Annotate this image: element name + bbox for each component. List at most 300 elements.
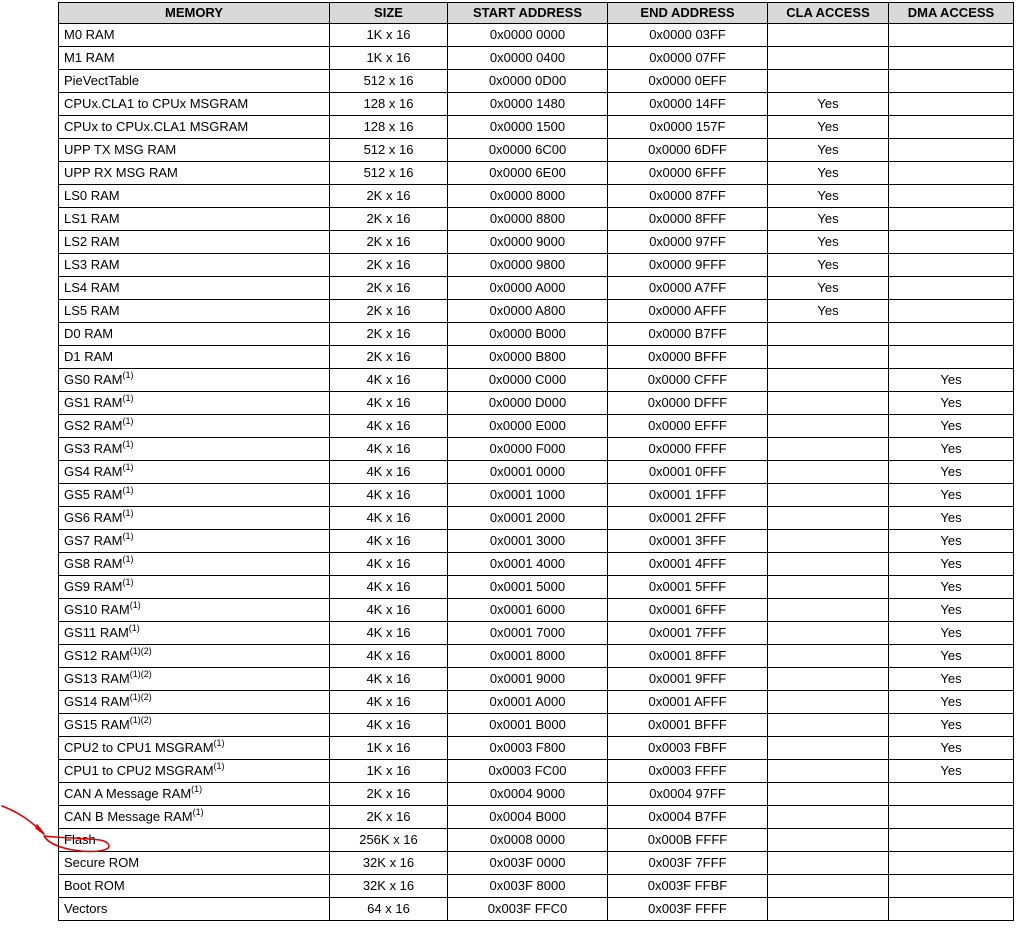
end-address-cell-text: 0x0000 BFFF xyxy=(648,349,727,364)
end-address-cell xyxy=(608,369,768,392)
end-address-cell-text: 0x0000 0EFF xyxy=(648,73,727,88)
table-row xyxy=(59,139,1014,162)
start-address-cell-text: 0x0000 A000 xyxy=(489,280,566,295)
cla-access-cell xyxy=(768,254,889,277)
start-address-cell xyxy=(448,898,608,921)
start-address-cell-text: 0x0004 B000 xyxy=(489,809,566,824)
dma-access-cell xyxy=(889,392,1014,415)
start-address-cell xyxy=(448,760,608,783)
start-address-cell-text: 0x0000 C000 xyxy=(488,372,567,387)
size-cell-text: 2K x 16 xyxy=(366,257,411,272)
end-address-cell-text: 0x0000 6FFF xyxy=(648,165,727,180)
dma-access-cell-text: Yes xyxy=(940,740,962,755)
size-cell-text: 2K x 16 xyxy=(366,349,411,364)
start-address-cell-text: 0x0000 F000 xyxy=(489,441,566,456)
cla-access-cell xyxy=(768,507,889,530)
cla-access-cell xyxy=(768,760,889,783)
start-address-cell-text: 0x0001 1000 xyxy=(489,487,566,502)
size-cell xyxy=(330,162,448,185)
size-cell xyxy=(330,116,448,139)
memory-cell xyxy=(59,392,330,415)
size-cell xyxy=(330,576,448,599)
memory-cell-text: Boot ROM xyxy=(64,878,125,893)
size-cell xyxy=(330,691,448,714)
cla-access-cell xyxy=(768,392,889,415)
memory-cell-text: GS8 RAM xyxy=(64,556,123,571)
start-address-cell xyxy=(448,346,608,369)
start-address-cell xyxy=(448,93,608,116)
size-cell xyxy=(330,599,448,622)
footnote-marker: (1) xyxy=(122,415,134,426)
dma-access-cell-text: Yes xyxy=(940,625,962,640)
start-address-cell-text: 0x0001 7000 xyxy=(489,625,566,640)
start-address-cell xyxy=(448,415,608,438)
size-cell-text: 4K x 16 xyxy=(366,441,411,456)
memory-cell xyxy=(59,875,330,898)
dma-access-cell xyxy=(889,622,1014,645)
memory-cell xyxy=(59,369,330,392)
end-address-cell xyxy=(608,254,768,277)
memory-cell xyxy=(59,24,330,47)
table-row xyxy=(59,415,1014,438)
dma-access-cell-text: Yes xyxy=(940,464,962,479)
start-address-cell-text: 0x0001 A000 xyxy=(489,694,566,709)
start-address-cell xyxy=(448,507,608,530)
size-cell xyxy=(330,70,448,93)
start-address-cell xyxy=(448,875,608,898)
memory-cell xyxy=(59,116,330,139)
start-address-cell xyxy=(448,852,608,875)
dma-access-cell xyxy=(889,691,1014,714)
table-row xyxy=(59,691,1014,714)
start-address-cell xyxy=(448,254,608,277)
cla-access-cell xyxy=(768,415,889,438)
size-cell-text: 256K x 16 xyxy=(359,832,418,847)
size-cell xyxy=(330,277,448,300)
end-address-cell xyxy=(608,576,768,599)
memory-cell-text: M1 RAM xyxy=(64,50,115,65)
end-address-cell xyxy=(608,277,768,300)
cla-access-cell xyxy=(768,484,889,507)
start-address-cell xyxy=(448,139,608,162)
start-address-cell-text: 0x0001 9000 xyxy=(489,671,566,686)
start-address-cell xyxy=(448,208,608,231)
size-cell-text: 2K x 16 xyxy=(366,234,411,249)
end-address-cell xyxy=(608,139,768,162)
end-address-cell-text: 0x0000 97FF xyxy=(649,234,726,249)
cla-access-cell xyxy=(768,898,889,921)
size-cell xyxy=(330,553,448,576)
end-address-cell-text: 0x0000 9FFF xyxy=(648,257,727,272)
start-address-cell xyxy=(448,783,608,806)
size-cell-text: 4K x 16 xyxy=(366,717,411,732)
memory-cell-text: LS1 RAM xyxy=(64,211,120,226)
footnote-marker: (1) xyxy=(122,530,134,541)
cla-access-cell xyxy=(768,116,889,139)
end-address-cell xyxy=(608,323,768,346)
size-cell xyxy=(330,829,448,852)
footnote-marker: (1)(2) xyxy=(129,714,152,725)
start-address-cell-text: 0x0000 D000 xyxy=(488,395,567,410)
table-row xyxy=(59,70,1014,93)
cla-access-cell-text: Yes xyxy=(817,280,839,295)
table-row xyxy=(59,875,1014,898)
memory-cell-text: GS9 RAM xyxy=(64,579,123,594)
size-cell-text: 4K x 16 xyxy=(366,625,411,640)
dma-access-cell xyxy=(889,116,1014,139)
table-row xyxy=(59,438,1014,461)
footnote-marker: (1) xyxy=(191,783,203,794)
cla-access-cell xyxy=(768,461,889,484)
memory-cell xyxy=(59,507,330,530)
dma-access-cell xyxy=(889,714,1014,737)
memory-cell-text: LS0 RAM xyxy=(64,188,120,203)
size-cell xyxy=(330,668,448,691)
size-cell xyxy=(330,139,448,162)
end-address-cell xyxy=(608,415,768,438)
end-address-cell-text: 0x0000 157F xyxy=(649,119,726,134)
end-address-cell xyxy=(608,70,768,93)
size-cell xyxy=(330,461,448,484)
footnote-marker: (1) xyxy=(122,461,134,472)
end-address-cell-text: 0x0001 3FFF xyxy=(648,533,727,548)
start-address-cell-text: 0x003F 8000 xyxy=(489,878,566,893)
table-row xyxy=(59,783,1014,806)
table-row xyxy=(59,530,1014,553)
dma-access-cell xyxy=(889,139,1014,162)
footnote-marker: (1) xyxy=(122,369,134,380)
start-address-cell-text: 0x0000 8000 xyxy=(489,188,566,203)
memory-cell-text: GS15 RAM xyxy=(64,717,130,732)
dma-access-cell xyxy=(889,484,1014,507)
end-address-cell-text: 0x0000 A7FF xyxy=(648,280,727,295)
end-address-cell-text: 0x0000 CFFF xyxy=(647,372,728,387)
size-cell-text: 512 x 16 xyxy=(363,73,414,88)
start-address-cell-text: 0x0000 1500 xyxy=(489,119,566,134)
end-address-cell-text: 0x0001 1FFF xyxy=(648,487,727,502)
end-address-cell-text: 0x0000 B7FF xyxy=(648,326,727,341)
start-address-cell-text: 0x0003 FC00 xyxy=(488,763,567,778)
dma-access-cell xyxy=(889,369,1014,392)
cla-access-cell xyxy=(768,553,889,576)
dma-access-cell xyxy=(889,599,1014,622)
dma-access-cell xyxy=(889,760,1014,783)
table-row xyxy=(59,668,1014,691)
start-address-cell-text: 0x0001 6000 xyxy=(489,602,566,617)
dma-access-cell-text: Yes xyxy=(940,418,962,433)
dma-access-cell-text: Yes xyxy=(940,556,962,571)
cla-access-cell xyxy=(768,24,889,47)
memory-cell-text: M0 RAM xyxy=(64,27,115,42)
memory-cell xyxy=(59,139,330,162)
footnote-marker: (1) xyxy=(122,507,134,518)
memory-map-table xyxy=(58,2,1014,921)
end-address-cell-text: 0x0001 2FFF xyxy=(648,510,727,525)
size-cell-text: 4K x 16 xyxy=(366,671,411,686)
dma-access-cell xyxy=(889,346,1014,369)
end-address-cell-text: 0x0004 97FF xyxy=(649,786,726,801)
memory-cell xyxy=(59,599,330,622)
memory-cell-text: GS4 RAM xyxy=(64,464,123,479)
start-address-cell-text: 0x0000 0000 xyxy=(489,27,566,42)
table-row xyxy=(59,576,1014,599)
cla-access-cell xyxy=(768,300,889,323)
size-cell xyxy=(330,760,448,783)
size-cell-text: 4K x 16 xyxy=(366,510,411,525)
start-address-cell xyxy=(448,645,608,668)
memory-cell-text: LS2 RAM xyxy=(64,234,120,249)
header-memory: MEMORY xyxy=(59,3,330,24)
table-row xyxy=(59,553,1014,576)
start-address-cell xyxy=(448,576,608,599)
end-address-cell-text: 0x003F 7FFF xyxy=(648,855,727,870)
size-cell xyxy=(330,346,448,369)
end-address-cell-text: 0x0000 6DFF xyxy=(648,142,727,157)
table-row xyxy=(59,507,1014,530)
header-size: SIZE xyxy=(330,3,448,24)
end-address-cell xyxy=(608,691,768,714)
end-address-cell xyxy=(608,162,768,185)
start-address-cell xyxy=(448,668,608,691)
end-address-cell xyxy=(608,47,768,70)
dma-access-cell xyxy=(889,254,1014,277)
end-address-cell xyxy=(608,93,768,116)
end-address-cell-text: 0x0001 0FFF xyxy=(648,464,727,479)
table-row xyxy=(59,231,1014,254)
memory-cell-text: GS2 RAM xyxy=(64,418,123,433)
end-address-cell-text: 0x0000 03FF xyxy=(649,27,726,42)
end-address-cell-text: 0x0000 AFFF xyxy=(648,303,727,318)
cla-access-cell xyxy=(768,346,889,369)
end-address-cell xyxy=(608,668,768,691)
memory-cell xyxy=(59,254,330,277)
size-cell-text: 4K x 16 xyxy=(366,648,411,663)
size-cell xyxy=(330,530,448,553)
size-cell-text: 512 x 16 xyxy=(363,165,414,180)
memory-cell xyxy=(59,576,330,599)
end-address-cell xyxy=(608,392,768,415)
memory-cell-text: Vectors xyxy=(64,901,108,916)
start-address-cell-text: 0x0000 B000 xyxy=(489,326,566,341)
dma-access-cell-text: Yes xyxy=(940,671,962,686)
start-address-cell-text: 0x0000 9800 xyxy=(489,257,566,272)
end-address-cell xyxy=(608,208,768,231)
size-cell xyxy=(330,415,448,438)
table-row xyxy=(59,714,1014,737)
table-row xyxy=(59,484,1014,507)
dma-access-cell xyxy=(889,576,1014,599)
table-row xyxy=(59,24,1014,47)
end-address-cell xyxy=(608,737,768,760)
end-address-cell-text: 0x0003 FFFF xyxy=(648,763,727,778)
footnote-marker: (1) xyxy=(129,599,141,610)
size-cell xyxy=(330,875,448,898)
cla-access-cell xyxy=(768,231,889,254)
memory-cell xyxy=(59,806,330,829)
table-row xyxy=(59,300,1014,323)
size-cell-text: 128 x 16 xyxy=(363,96,414,111)
cla-access-cell xyxy=(768,599,889,622)
memory-cell-text: D0 RAM xyxy=(64,326,114,341)
dma-access-cell xyxy=(889,300,1014,323)
dma-access-cell xyxy=(889,323,1014,346)
end-address-cell xyxy=(608,645,768,668)
cla-access-cell xyxy=(768,70,889,93)
end-address-cell xyxy=(608,783,768,806)
memory-cell xyxy=(59,70,330,93)
end-address-cell xyxy=(608,24,768,47)
memory-cell-text: UPP TX MSG RAM xyxy=(64,142,177,157)
size-cell-text: 4K x 16 xyxy=(366,694,411,709)
dma-access-cell xyxy=(889,898,1014,921)
start-address-cell-text: 0x0000 0400 xyxy=(489,50,566,65)
dma-access-cell xyxy=(889,70,1014,93)
size-cell-text: 2K x 16 xyxy=(366,809,411,824)
dma-access-cell-text: Yes xyxy=(940,395,962,410)
cla-access-cell-text: Yes xyxy=(817,188,839,203)
footnote-marker: (1)(2) xyxy=(129,645,152,656)
end-address-cell xyxy=(608,875,768,898)
size-cell-text: 4K x 16 xyxy=(366,533,411,548)
size-cell xyxy=(330,806,448,829)
size-cell-text: 32K x 16 xyxy=(362,878,415,893)
dma-access-cell xyxy=(889,47,1014,70)
start-address-cell xyxy=(448,323,608,346)
size-cell-text: 1K x 16 xyxy=(366,50,411,65)
end-address-cell-text: 0x0000 8FFF xyxy=(648,211,727,226)
start-address-cell xyxy=(448,829,608,852)
end-address-cell-text: 0x0001 9FFF xyxy=(648,671,727,686)
size-cell-text: 2K x 16 xyxy=(366,188,411,203)
table-row xyxy=(59,47,1014,70)
size-cell-text: 1K x 16 xyxy=(366,740,411,755)
end-address-cell xyxy=(608,231,768,254)
table-row xyxy=(59,461,1014,484)
cla-access-cell xyxy=(768,162,889,185)
table-row xyxy=(59,162,1014,185)
dma-access-cell xyxy=(889,24,1014,47)
end-address-cell-text: 0x0000 FFFF xyxy=(648,441,727,456)
table-row xyxy=(59,346,1014,369)
end-address-cell xyxy=(608,553,768,576)
size-cell-text: 1K x 16 xyxy=(366,27,411,42)
table-row xyxy=(59,806,1014,829)
memory-cell-text: CAN B Message RAM xyxy=(64,809,193,824)
memory-cell-text: GS14 RAM xyxy=(64,694,130,709)
memory-cell xyxy=(59,622,330,645)
start-address-cell xyxy=(448,714,608,737)
memory-cell xyxy=(59,737,330,760)
memory-cell-text: GS6 RAM xyxy=(64,510,123,525)
start-address-cell xyxy=(448,24,608,47)
dma-access-cell-text: Yes xyxy=(940,510,962,525)
start-address-cell-text: 0x0001 5000 xyxy=(489,579,566,594)
footnote-marker: (1) xyxy=(213,737,225,748)
dma-access-cell xyxy=(889,875,1014,898)
start-address-cell xyxy=(448,231,608,254)
cla-access-cell-text: Yes xyxy=(817,142,839,157)
dma-access-cell-text: Yes xyxy=(940,648,962,663)
size-cell xyxy=(330,24,448,47)
dma-access-cell xyxy=(889,277,1014,300)
memory-cell-text: GS1 RAM xyxy=(64,395,123,410)
memory-cell xyxy=(59,829,330,852)
size-cell-text: 128 x 16 xyxy=(363,119,414,134)
dma-access-cell xyxy=(889,162,1014,185)
dma-access-cell-text: Yes xyxy=(940,717,962,732)
end-address-cell xyxy=(608,530,768,553)
size-cell-text: 4K x 16 xyxy=(366,464,411,479)
memory-cell xyxy=(59,898,330,921)
start-address-cell-text: 0x0004 9000 xyxy=(489,786,566,801)
start-address-cell xyxy=(448,599,608,622)
memory-cell-text: CPU1 to CPU2 MSGRAM xyxy=(64,763,214,778)
start-address-cell-text: 0x0000 6E00 xyxy=(489,165,566,180)
table-row xyxy=(59,116,1014,139)
size-cell-text: 2K x 16 xyxy=(366,280,411,295)
size-cell xyxy=(330,254,448,277)
size-cell xyxy=(330,93,448,116)
memory-cell xyxy=(59,760,330,783)
memory-cell xyxy=(59,783,330,806)
end-address-cell-text: 0x0003 FBFF xyxy=(648,740,727,755)
table-row xyxy=(59,622,1014,645)
start-address-cell-text: 0x0000 0D00 xyxy=(488,73,567,88)
end-address-cell-text: 0x0001 BFFF xyxy=(648,717,727,732)
memory-cell-text: LS5 RAM xyxy=(64,303,120,318)
size-cell-text: 512 x 16 xyxy=(363,142,414,157)
memory-cell xyxy=(59,208,330,231)
cla-access-cell xyxy=(768,668,889,691)
cla-access-cell xyxy=(768,829,889,852)
start-address-cell-text: 0x0001 8000 xyxy=(489,648,566,663)
start-address-cell xyxy=(448,162,608,185)
start-address-cell xyxy=(448,70,608,93)
memory-cell xyxy=(59,323,330,346)
dma-access-cell xyxy=(889,668,1014,691)
cla-access-cell xyxy=(768,714,889,737)
start-address-cell-text: 0x0001 B000 xyxy=(489,717,566,732)
dma-access-cell-text: Yes xyxy=(940,487,962,502)
end-address-cell xyxy=(608,507,768,530)
size-cell-text: 4K x 16 xyxy=(366,372,411,387)
cla-access-cell xyxy=(768,93,889,116)
memory-cell xyxy=(59,415,330,438)
size-cell xyxy=(330,484,448,507)
end-address-cell-text: 0x0000 87FF xyxy=(649,188,726,203)
dma-access-cell xyxy=(889,438,1014,461)
cla-access-cell xyxy=(768,737,889,760)
cla-access-cell xyxy=(768,438,889,461)
end-address-cell-text: 0x0000 14FF xyxy=(649,96,726,111)
cla-access-cell xyxy=(768,530,889,553)
cla-access-cell-text: Yes xyxy=(817,211,839,226)
end-address-cell-text: 0x0001 8FFF xyxy=(648,648,727,663)
footnote-marker: (1) xyxy=(128,622,140,633)
size-cell-text: 2K x 16 xyxy=(366,211,411,226)
dma-access-cell xyxy=(889,645,1014,668)
table-row xyxy=(59,208,1014,231)
size-cell xyxy=(330,898,448,921)
dma-access-cell-text: Yes xyxy=(940,602,962,617)
memory-cell xyxy=(59,162,330,185)
end-address-cell xyxy=(608,599,768,622)
table-row xyxy=(59,898,1014,921)
cla-access-cell-text: Yes xyxy=(817,234,839,249)
end-address-cell xyxy=(608,484,768,507)
end-address-cell-text: 0x003F FFBF xyxy=(647,878,728,893)
start-address-cell-text: 0x0001 0000 xyxy=(489,464,566,479)
